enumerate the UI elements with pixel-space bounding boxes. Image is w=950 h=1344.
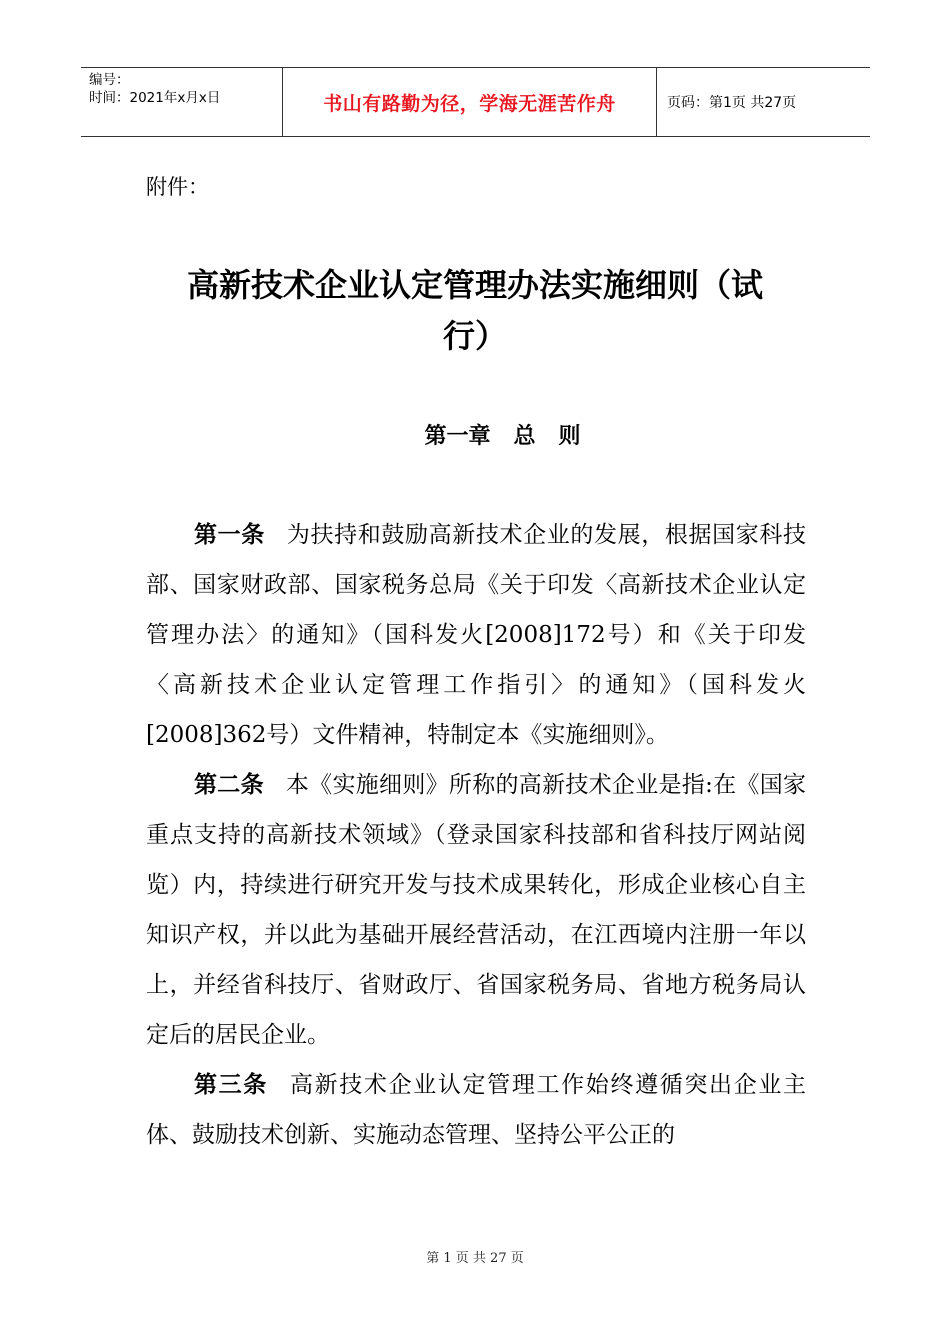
article-label: 第一条 bbox=[194, 522, 265, 548]
header-page-info: 页码：第1页 共27页 bbox=[667, 95, 797, 111]
article-paragraph bbox=[146, 1060, 806, 1160]
article-text: 为扶持和鼓励高新技术企业的发展，根据国家科技部、国家财政部、国家税务总局《关于印发〈高新技术企业认定管理办法〉的通知》（国科发火[2008]172号）和《关于印发〈高新技术企业认定管理工作指引〉的通知》（国科发火 [2008]362号）文件精神，特制定本《实施细则》。 bbox=[146, 522, 806, 748]
article-label: 第二条 bbox=[194, 772, 264, 798]
header-page-cell bbox=[657, 68, 870, 136]
article-paragraph bbox=[146, 760, 806, 1060]
header-motto: 书山有路勤为径，学海无涯苦作舟 bbox=[323, 92, 616, 115]
article-text: 本《实施细则》所称的高新技术企业是指:在《国家重点支持的高新技术领域》（登录国家科技部和省科技厅网站阅览）内，持续进行研究开发与技术成果转化，形成企业核心自主知识产权，并以此为基础开展经营活动，在江西境内注册一年以上，并经省科技厅、省财政厅、省国家税务局、省地方税务局认定后的居民企业。 bbox=[146, 772, 807, 1048]
document-title-line1: 高新技术企业认定管理办法实施细则（试 bbox=[186, 266, 763, 304]
article-paragraph bbox=[146, 510, 806, 760]
document-code: 编号： bbox=[89, 72, 130, 88]
chapter-heading: 第一章 总 则 bbox=[424, 424, 581, 449]
article-label: 第三条 bbox=[194, 1072, 268, 1098]
header-meta-cell bbox=[81, 68, 283, 136]
document-title-line2: 行） bbox=[442, 317, 507, 355]
page-header bbox=[81, 67, 870, 137]
document-body bbox=[146, 510, 806, 1160]
document-date: 时间：2021年x月x日 bbox=[89, 90, 221, 106]
page-footer: 第 1 页 共 27 页 bbox=[426, 1251, 524, 1266]
attachment-label: 附件： bbox=[146, 175, 209, 199]
article-text: 高新技术企业认定管理工作始终遵循突出企业主体、鼓励技术创新、实施动态管理、坚持公平公正的 bbox=[146, 1072, 807, 1148]
header-motto-cell bbox=[283, 68, 657, 136]
